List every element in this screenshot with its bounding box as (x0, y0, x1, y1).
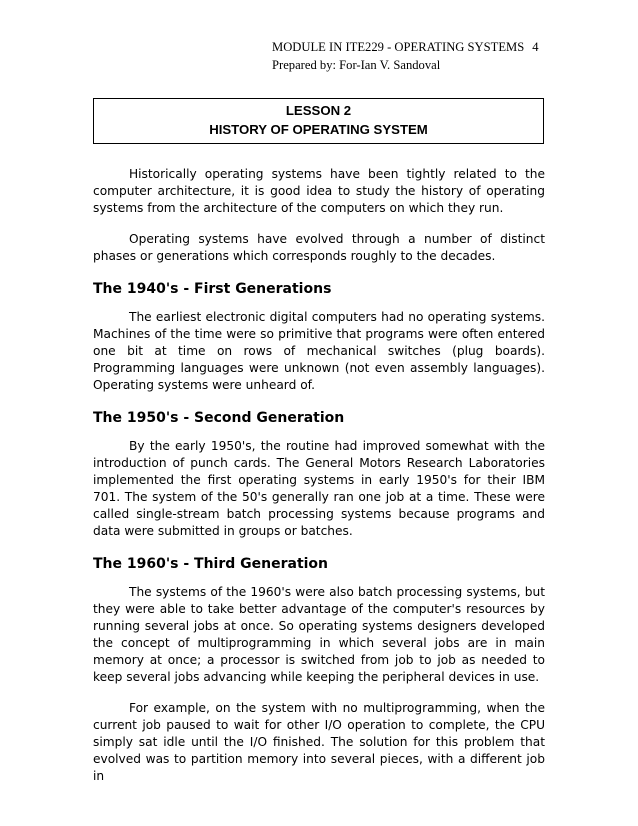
page-number: 4 (532, 40, 539, 54)
page-header (272, 38, 539, 74)
section-paragraph: For example, on the system with no multiprogramming, when the current job paused to wait for other I/O operation to complete, the CPU simply sat idle until the I/O finished. The solution for this problem that evolved was to partition memory into several pieces, with a different job in (93, 701, 545, 783)
section-heading-1940s: The 1940's - First Generations (93, 281, 332, 297)
header-row (272, 38, 539, 56)
prepared-by: Prepared by: For-Ian V. Sandoval (272, 58, 441, 72)
section-heading-1950s: The 1950's - Second Generation (93, 410, 345, 426)
intro-paragraph: Operating systems have evolved through a number of distinct phases or generations which corresponds roughly to the decades. (93, 232, 545, 263)
section-paragraph: The earliest electronic digital computers had no operating systems. Machines of the time were so primitive that programs were often entered one bit at time on rows of mechanical switches (plug boards). Programming languages were unknown (not even assembly languages). Operating systems were unheard of. (93, 310, 545, 392)
intro-paragraph: Historically operating systems have been tightly related to the computer architecture, it is good idea to study the history of operating systems from the architecture of the computers on which they run. (93, 167, 545, 215)
lesson-title: HISTORY OF OPERATING SYSTEM (209, 122, 428, 137)
section-paragraph: By the early 1950's, the routine had improved somewhat with the introduction of punch cards. The General Motors Research Laboratories implemented the first operating systems in early 1950's for their IBM 701. The system of the 50's generally ran one job at a time. These were called single-stream batch processing systems because programs and data were submitted in groups or batches. (93, 439, 545, 538)
lesson-title-box (93, 98, 544, 144)
lesson-number: LESSON 2 (285, 103, 352, 118)
module-title: MODULE IN ITE229 - OPERATING SYSTEMS (272, 40, 525, 54)
section-paragraph: The systems of the 1960's were also batch processing systems, but they were able to take better advantage of the computer's resources by running several jobs at once. So operating systems designers developed the concept of multiprogramming in which several jobs are in main memory at once; a processor is switched from job to job as needed to keep several jobs advancing while keeping the peripheral devices in use. (93, 585, 545, 684)
document-body (93, 166, 545, 799)
section-heading-1960s: The 1960's - Third Generation (93, 556, 329, 572)
